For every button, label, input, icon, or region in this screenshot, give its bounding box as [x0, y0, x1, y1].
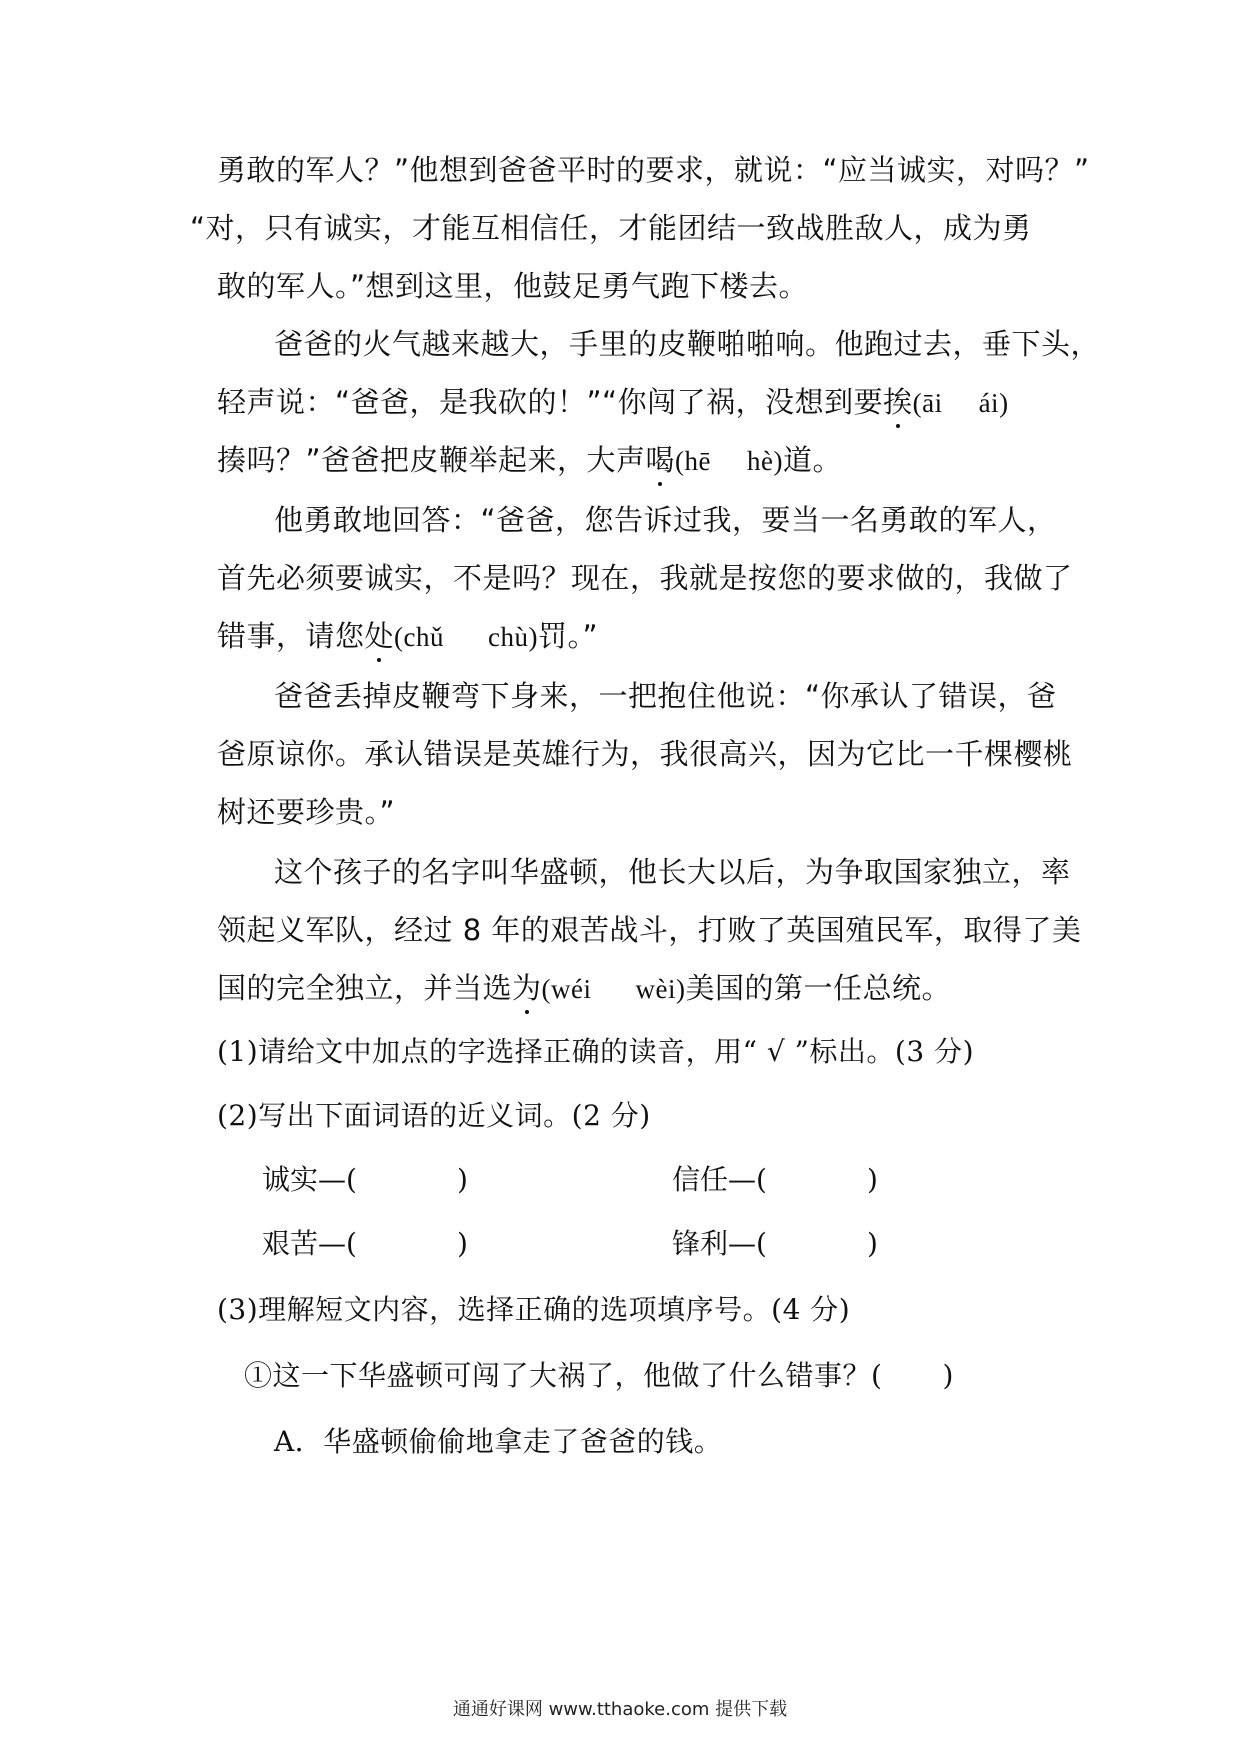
pinyin-option: chù): [488, 622, 538, 652]
question-text: ①这一下华盛顿可闯了大祸了，他做了什么错事？(: [244, 1359, 883, 1392]
synonym-item: 信任—( ): [672, 1163, 878, 1196]
question-2: (2)写出下面词语的近义词。(2 分): [217, 1099, 651, 1132]
synonym-word: 信任—(: [672, 1163, 767, 1196]
synonym-word: 艰苦—(: [262, 1227, 357, 1260]
synonym-word: 锋利—(: [672, 1227, 767, 1260]
passage-text: 美国的第一任总统。: [685, 971, 952, 1005]
pinyin-option: wèi): [635, 974, 686, 1004]
passage-text: 轻声说：“爸爸，是我砍的！”“你闯了祸，没想到要: [217, 385, 884, 419]
passage-line-with-pinyin: [217, 440, 1077, 481]
synonym-word: 诚实—(: [262, 1163, 357, 1196]
pinyin-option: ái): [978, 388, 1009, 418]
pinyin-option: hè): [747, 446, 784, 476]
dotted-character: 处: [365, 616, 395, 656]
synonym-item: 艰苦—( ): [262, 1227, 468, 1260]
passage-line: 勇敢的军人？”他想到爸爸平时的要求，就说：“应当诚实，对吗？”: [217, 153, 1090, 187]
passage-text: 揍吗？”爸爸把皮鞭举起来，大声: [217, 443, 646, 477]
question-3-1: ①这一下华盛顿可闯了大祸了，他做了什么错事？( ): [244, 1359, 954, 1392]
passage-paragraph-start: 这个孩子的名字叫华盛顿，他长大以后，为争取国家独立，率: [274, 855, 1071, 889]
passage-text: 罚。”: [538, 619, 599, 653]
passage-text: 国的完全独立，并当选: [217, 971, 513, 1005]
passage-line: 首先必须要诚实，不是吗？现在，我就是按您的要求做的，我做了: [217, 561, 1073, 595]
pinyin-option: (wéi: [541, 974, 592, 1004]
passage-paragraph-start: 爸爸的火气越来越大，手里的皮鞭啪啪响。他跑过去，垂下头，: [274, 327, 1101, 361]
dotted-character: 喝: [646, 440, 676, 480]
passage-line: 敢的军人。”想到这里，他鼓足勇气跑下楼去。: [217, 269, 809, 303]
passage-line: “对，只有诚实，才能互相信任，才能团结一致战胜敌人，成为勇: [190, 211, 1032, 245]
passage-line-with-pinyin: [217, 382, 1077, 423]
synonym-item: 诚实—( ): [262, 1163, 468, 1196]
option-a: A．华盛顿偷偷地拿走了爸爸的钱。: [274, 1425, 723, 1458]
synonym-item: 锋利—( ): [672, 1227, 878, 1260]
passage-line: 爸原谅你。承认错误是英雄行为，我很高兴，因为它比一千棵樱桃: [217, 737, 1073, 771]
dotted-character: 为: [512, 968, 542, 1008]
passage-text: 错事，请您: [217, 619, 365, 653]
passage-line-with-pinyin: [217, 616, 1077, 657]
passage-line-with-pinyin: [217, 968, 1077, 1009]
passage-paragraph-start: 他勇敢地回答：“爸爸，您告诉过我，要当一名勇敢的军人，: [274, 503, 1057, 537]
passage-line: 树还要珍贵。”: [217, 795, 396, 829]
question-1: (1)请给文中加点的字选择正确的读音，用“ √ ”标出。(3 分): [217, 1035, 974, 1068]
dotted-character: 挨: [883, 382, 913, 422]
pinyin-option: (hē: [675, 446, 712, 476]
passage-text: 道。: [783, 443, 843, 477]
footer-watermark: 通通好课网 www.tthaoke.com 提供下载: [452, 1699, 788, 1720]
passage-paragraph-start: 爸爸丢掉皮鞭弯下身来，一把抱住他说：“你承认了错误，爸: [274, 679, 1057, 713]
pinyin-option: (āi: [912, 388, 943, 418]
question-3: (3)理解短文内容，选择正确的选项填序号。(4 分): [217, 1293, 851, 1326]
passage-line: 领起义军队，经过 8 年的艰苦战斗，打败了英国殖民军，取得了美: [217, 913, 1082, 947]
pinyin-option: (chǔ: [394, 622, 445, 652]
